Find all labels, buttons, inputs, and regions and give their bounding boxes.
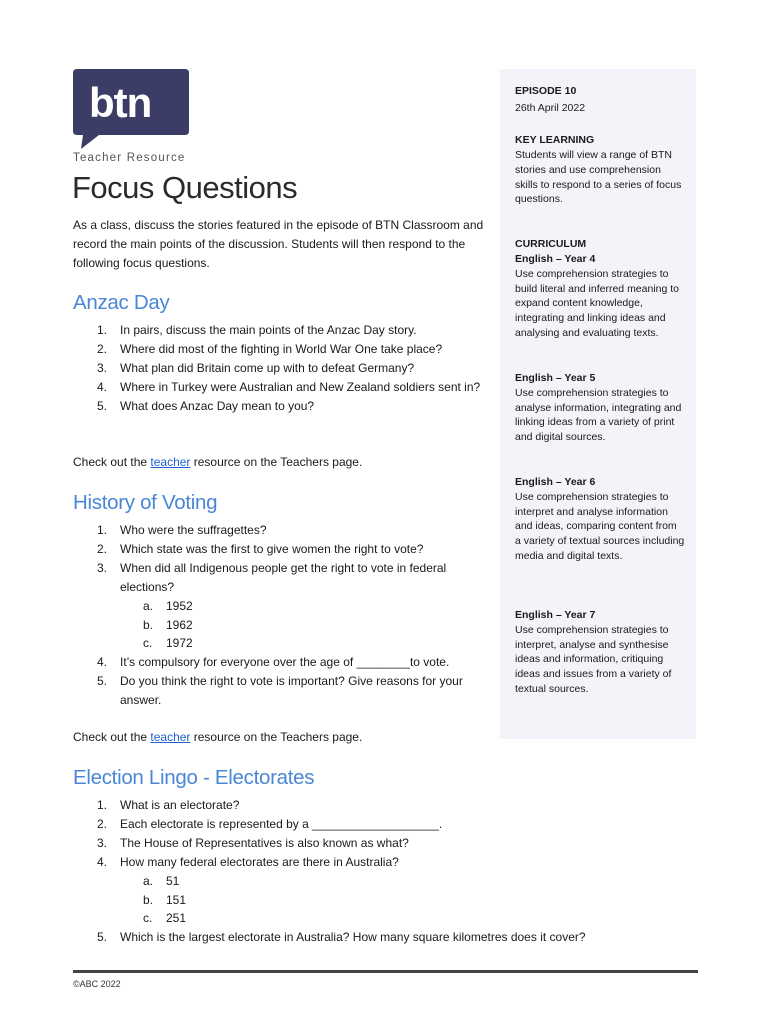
logo-text: btn xyxy=(89,79,152,126)
answer-option: c. 1972 xyxy=(143,636,193,651)
curriculum-year-5 xyxy=(515,371,685,445)
curriculum-text: Use comprehension strategies to interpret and analyse information and ideas, comparing content from a variety of textual sources including media and digital texts. xyxy=(515,490,685,562)
curriculum-heading: English – Year 7 xyxy=(515,609,596,621)
answer-options xyxy=(120,872,693,929)
teacher-resource-label: Teacher Resource xyxy=(73,152,186,164)
section-title-election-lingo: Election Lingo - Electorates xyxy=(73,766,315,789)
voting-teacher-resource-note: Check out the teacher resource on the Teachers page. xyxy=(73,730,363,744)
question-item: 2. Where did most of the fighting in World War One take place? xyxy=(97,341,443,356)
question-item: 1. In pairs, discuss the main points of the Anzac Day story. xyxy=(97,323,417,337)
question-item: 2. Which state was the first to give women the right to vote? xyxy=(97,541,424,556)
question-item: 4. How many federal electorates are there in Australia? a. 51 b. 151 c. 251 xyxy=(73,853,693,929)
anzac-teacher-resource-note: Check out the teacher resource on the Teachers page. xyxy=(73,455,363,469)
curriculum-year-7 xyxy=(515,608,685,697)
answer-option: a. 51 xyxy=(143,873,180,888)
teacher-resource-link[interactable]: teacher xyxy=(150,730,191,744)
question-item: 1. What is an electorate? xyxy=(97,798,240,812)
page-title: Focus Questions xyxy=(72,170,298,205)
history-of-voting-questions xyxy=(73,521,493,710)
episode-label: EPISODE 10 xyxy=(515,85,577,97)
question-item: 5. Which is the largest electorate in Australia? How many square kilometres does it cover? xyxy=(97,930,586,945)
answer-option: a. 1952 xyxy=(143,598,193,613)
footer-divider xyxy=(73,970,698,973)
curriculum-heading: English – Year 6 xyxy=(515,476,596,488)
curriculum-heading: English – Year 4 xyxy=(515,253,596,265)
key-learning-label: KEY LEARNING xyxy=(515,134,595,146)
election-lingo-questions xyxy=(73,796,693,947)
question-item: 1. Who were the suffragettes? xyxy=(97,523,267,537)
answer-option: b. 1962 xyxy=(143,617,193,632)
curriculum-year-6 xyxy=(515,475,685,564)
question-item: 2. Each electorate is represented by a ___________________. xyxy=(97,816,443,831)
section-title-history-of-voting: History of Voting xyxy=(73,491,218,514)
question-item: 5. What does Anzac Day mean to you? xyxy=(97,398,315,413)
curriculum-heading: English – Year 5 xyxy=(515,372,596,384)
btn-logo xyxy=(73,69,189,149)
question-item: 3. When did all Indigenous people get the right to vote in federal elections? a. 1952 b. 1962 c. 1972 xyxy=(73,559,493,654)
question-item: 3. What plan did Britain come up with to defeat Germany? xyxy=(97,360,415,375)
anzac-day-questions xyxy=(73,321,503,416)
answer-options xyxy=(120,597,493,654)
curriculum-text: Use comprehension strategies to analyse information, integrating and linking ideas from a variety of print and digital sources. xyxy=(515,386,682,444)
answer-option: c. 251 xyxy=(143,911,187,926)
intro-paragraph: As a class, discuss the stories featured in the episode of BTN Classroom and record the main points of the discussion. Students will then respond to the following focus questions. xyxy=(73,218,484,270)
footer-copyright: ©ABC 2022 xyxy=(73,979,121,989)
curriculum-year-4 xyxy=(515,252,685,341)
key-learning-text: Students will view a range of BTN stories and use comprehension skills to respond to a series of focus questions. xyxy=(515,149,682,206)
episode-date: 26th April 2022 xyxy=(515,102,586,114)
teacher-resource-link[interactable]: teacher xyxy=(150,455,191,469)
question-item: 3. The House of Representatives is also known as what? xyxy=(97,835,409,850)
curriculum-label: CURRICULUM xyxy=(515,238,587,250)
section-title-anzac-day: Anzac Day xyxy=(73,291,170,314)
question-item: 5. Do you think the right to vote is important? Give reasons for your answer. xyxy=(97,674,463,708)
question-item: 4. Where in Turkey were Australian and New Zealand soldiers sent in? xyxy=(97,379,481,394)
curriculum-text: Use comprehension strategies to interpret, analyse and synthesise ideas and information, critiquing ideas and issues from a variety of textual sources. xyxy=(515,623,672,695)
curriculum-text: Use comprehension strategies to build literal and inferred meaning to expand content knowledge, integrating and linking ideas and analysing and evaluating texts. xyxy=(515,267,680,339)
question-item: 4. It’s compulsory for everyone over the age of ________to vote. xyxy=(97,655,450,670)
answer-option: b. 151 xyxy=(143,892,187,907)
